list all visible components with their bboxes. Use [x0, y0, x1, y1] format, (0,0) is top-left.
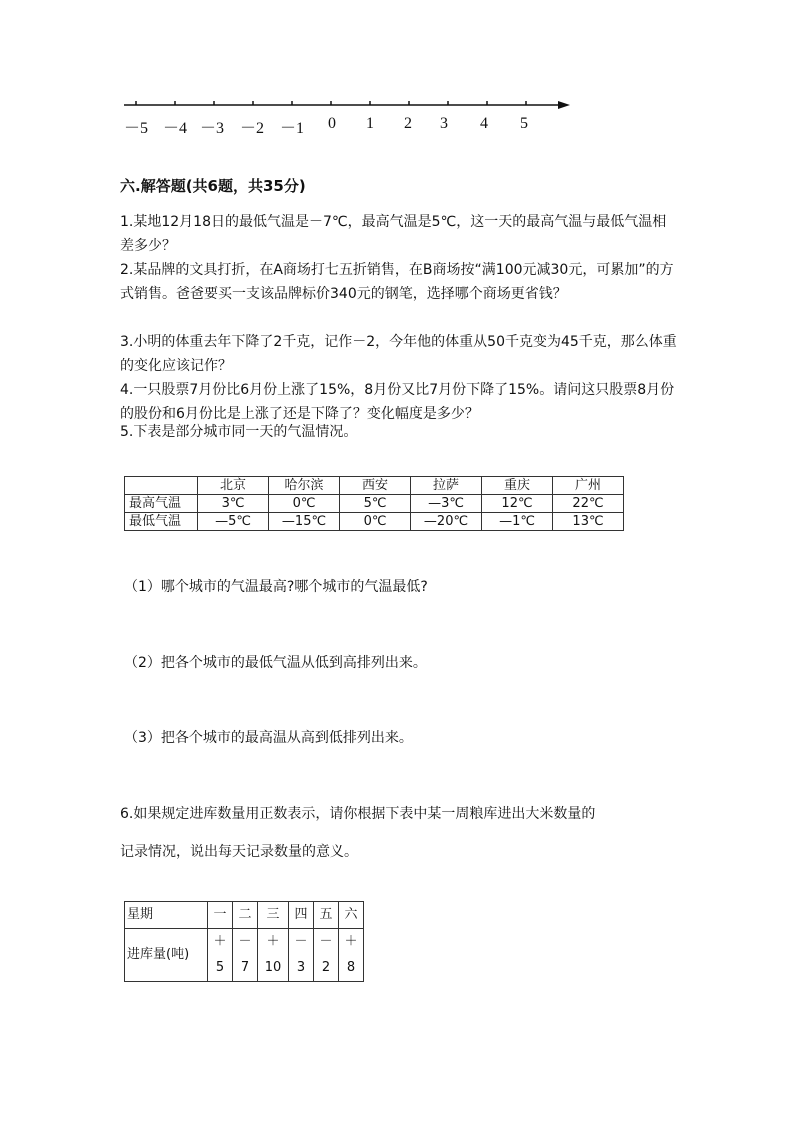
- question-5: 5.下表是部分城市同一天的气温情况。: [120, 424, 358, 440]
- tick-label: －3: [199, 120, 225, 137]
- table-row: [125, 495, 624, 513]
- day-cell: 四: [289, 902, 314, 929]
- tick-label: 4: [480, 115, 488, 132]
- number-line: [124, 90, 574, 140]
- question-5-sub-3: （3）把各个城市的最高温从高到低排列出来。: [124, 730, 413, 746]
- temperature-table: [124, 476, 624, 531]
- tick-label: －5: [123, 120, 149, 137]
- day-cell: 一: [208, 902, 233, 929]
- tick-label: 0: [328, 115, 336, 132]
- question-3: 3.小明的体重去年下降了2千克，记作－2，今年他的体重从50千克变为45千克，那么体重的变化应该记作？: [120, 334, 677, 374]
- tick-label: 5: [520, 115, 528, 132]
- table-cell: 5℃: [340, 495, 411, 513]
- table-cell: 0℃: [340, 513, 411, 531]
- day-cell: 三: [258, 902, 289, 929]
- table-cell: －2: [314, 929, 339, 982]
- tick-label: －4: [162, 120, 188, 137]
- grain-storage-table: [124, 901, 364, 982]
- table-row: [125, 929, 364, 982]
- row-header: 最高气温: [125, 495, 198, 513]
- row-header: 星期: [125, 902, 208, 929]
- city-cell: 拉萨: [411, 477, 482, 495]
- table-cell: —15℃: [269, 513, 340, 531]
- section-title: 六.解答题(共6题，共35分): [120, 177, 306, 195]
- table-cell: ＋10: [258, 929, 289, 982]
- table-cell: —5℃: [198, 513, 269, 531]
- table-row: [125, 902, 364, 929]
- table-cell: ＋8: [339, 929, 364, 982]
- question-5-sub-2: （2）把各个城市的最低气温从低到高排列出来。: [124, 655, 427, 671]
- table-cell: [125, 477, 198, 495]
- city-cell: 北京: [198, 477, 269, 495]
- number-line-axis: [124, 90, 574, 114]
- tick-label: 1: [366, 115, 374, 132]
- table-cell: 0℃: [269, 495, 340, 513]
- table-cell: 12℃: [482, 495, 553, 513]
- tick-label: －2: [239, 120, 265, 137]
- day-cell: 二: [233, 902, 258, 929]
- row-header: 进库量(吨): [125, 929, 208, 982]
- table-row: [125, 477, 624, 495]
- table-cell: 3℃: [198, 495, 269, 513]
- question-2: 2.某品牌的文具打折，在A商场打七五折销售，在B商场按“满100元减30元，可累加”的方式销售。爸爸要买一支该品牌标价340元的钢笔，选择哪个商场更省钱？: [120, 262, 674, 302]
- question-1: 1.某地12月18日的最低气温是－7℃，最高气温是5℃，这一天的最高气温与最低气温相差多少？: [120, 214, 667, 254]
- day-cell: 六: [339, 902, 364, 929]
- table-cell: 13℃: [553, 513, 624, 531]
- question-4: 4.一只股票7月份比6月份上涨了15%，8月份又比7月份下降了15%。请问这只股票8月份的股份和6月份比是上涨了还是下降了？变化幅度是多少？: [120, 382, 675, 422]
- city-cell: 哈尔滨: [269, 477, 340, 495]
- table-cell: 22℃: [553, 495, 624, 513]
- question-5-sub-1: （1）哪个城市的气温最高?哪个城市的气温最低?: [124, 579, 428, 595]
- question-6-line-1: 6.如果规定进库数量用正数表示，请你根据下表中某一周粮库进出大米数量的: [120, 806, 596, 822]
- day-cell: 五: [314, 902, 339, 929]
- tick-label: 2: [404, 115, 412, 132]
- table-cell: —3℃: [411, 495, 482, 513]
- table-cell: —20℃: [411, 513, 482, 531]
- table-cell: —1℃: [482, 513, 553, 531]
- tick-label: 3: [440, 115, 448, 132]
- city-cell: 重庆: [482, 477, 553, 495]
- table-row: [125, 513, 624, 531]
- tick-label: －1: [279, 120, 305, 137]
- question-6-line-2: 记录情况，说出每天记录数量的意义。: [120, 844, 358, 860]
- city-cell: 西安: [340, 477, 411, 495]
- city-cell: 广州: [553, 477, 624, 495]
- table-cell: －7: [233, 929, 258, 982]
- table-cell: ＋5: [208, 929, 233, 982]
- table-cell: －3: [289, 929, 314, 982]
- row-header: 最低气温: [125, 513, 198, 531]
